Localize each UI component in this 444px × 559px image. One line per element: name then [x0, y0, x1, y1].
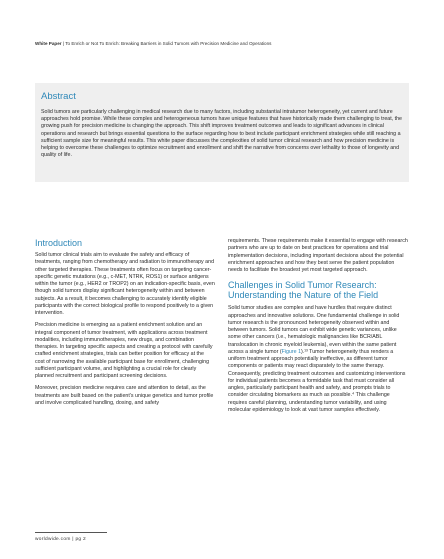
right-column	[228, 238, 410, 419]
abstract-text: Solid tumors are particularly challenging in medical research due to many factors, including substantial intratumor heterogeneity, yet current and future approaches hold promise. While these complex and heterogeneous tumors have unique features that have historically made them challenging to treat, the growing push for precision medicine is changing the approach. This shift improves treatment outcomes and leads to significant advances in clinical operations and research but brings essential questions to the surface regarding how to best include participant enrichment strategies while still reaching a sufficient sample size for meaningful results. This white paper discusses the complexities of solid tumor clinical research and how precision medicine is helping to overcome these challenges to optimize recruitment and enrollment and shift the narrative from concerns over lethality to those of longevity and quality of life.	[41, 109, 402, 159]
right-paragraph-2-start: Solid tumor studies are complex and have hurdles that require distinct approaches and innovative solutions. One fundamental challenge in solid tumor research is the pronounced heterogeneity observed within and between tumors. Solid tumors can exhibit wide genetic variances, unlike some other cancers (i.e., hematologic malignancies like BCR/ABL translocation in chronic myeloid leukemia), even within the same patient across a single tumor (	[228, 305, 400, 355]
footer-separator: |	[72, 537, 74, 542]
header-series: White Paper	[35, 41, 62, 46]
abstract-heading: Abstract	[41, 91, 76, 102]
page-footer	[35, 537, 86, 542]
introduction-heading: Introduction	[35, 238, 83, 248]
right-paragraph-2	[228, 305, 410, 414]
challenges-heading: Challenges in Solid Tumor Research: Understanding the Nature of the Field	[228, 280, 379, 301]
intro-paragraph-2: Precision medicine is emerging as a patient enrichment solution and an integral component of tumor treatment, with applications across treatment modalities, including immunotherapies, new drugs, and combination therapies. In targeting specific aspects and creating a protocol with carefully crafted enrichment strategies, trials can better position for efficacy at the cost of narrowing the available participant base for enrollment, challenging sufficient participant volume, and highlighting a crucial role for clearly planned recruitment and participant screening decisions.	[35, 322, 213, 379]
intro-paragraph-1: Solid tumor clinical trials aim to evaluate the safety and efficacy of treatments, ranging from chemotherapy and radiation to immunotherapy and other targeted therapies. These treatments often focus on targeting cancer-specific genetic mutations (e.g., c-MET, NTRK, ROS1) or surface antigens within the tumor (e.g., HER2 or TROP2) on an indication-specific basis, even though solid tumors display significant heterogeneity within and between subjects. As a result, it becomes challenging to accurately identify eligible participants with the correct biological profile to respond positively to a given intervention.	[35, 252, 215, 316]
footer-site: worldwide.com	[35, 537, 71, 542]
header-title: To Enrich or Not To Enrich: Breaking Barriers in Solid Tumors with Precision Medicine and Operations	[65, 41, 272, 46]
footer-page-number: pg 2	[75, 537, 86, 542]
footer-divider	[35, 532, 107, 533]
intro-paragraph-3: Moreover, precision medicine requires care and attention to detail, as the treatments are built based on the patient’s unique genetics and tumor profile and involve complicated handling, dosing, and safety	[35, 385, 214, 406]
abstract-box	[35, 83, 409, 182]
right-paragraph-1: requirements. These requirements make it essential to engage with research partners who are up to date on best practices for operations and trial implementation decisions, including important decisions about the potential enrichment approaches and how they best serve the patient population needs to facilitate the broadest yet most targeted approach.	[228, 238, 408, 273]
header-separator: |	[62, 41, 65, 46]
running-header	[35, 41, 271, 46]
right-paragraph-2-end: ).¹³ Tumor heterogeneity thus renders a uniform treatment approach potentially ineffective, as different tumor components or patients may react disparately to the same therapy. Consequently, predicting treatment outcomes and customizing interventions for individual patients becomes a formidable task that must consider all angles, particularly participant health and safety, and prompts trials to consider circulating biomarkers as much as possible.⁴ This challenge requires careful planning, understanding tumor variability, and using molecular epidemiology to look at vast tumor samples effectively.	[228, 348, 406, 413]
figure-1-link[interactable]: Figure 1	[281, 348, 302, 355]
left-column	[35, 238, 215, 412]
